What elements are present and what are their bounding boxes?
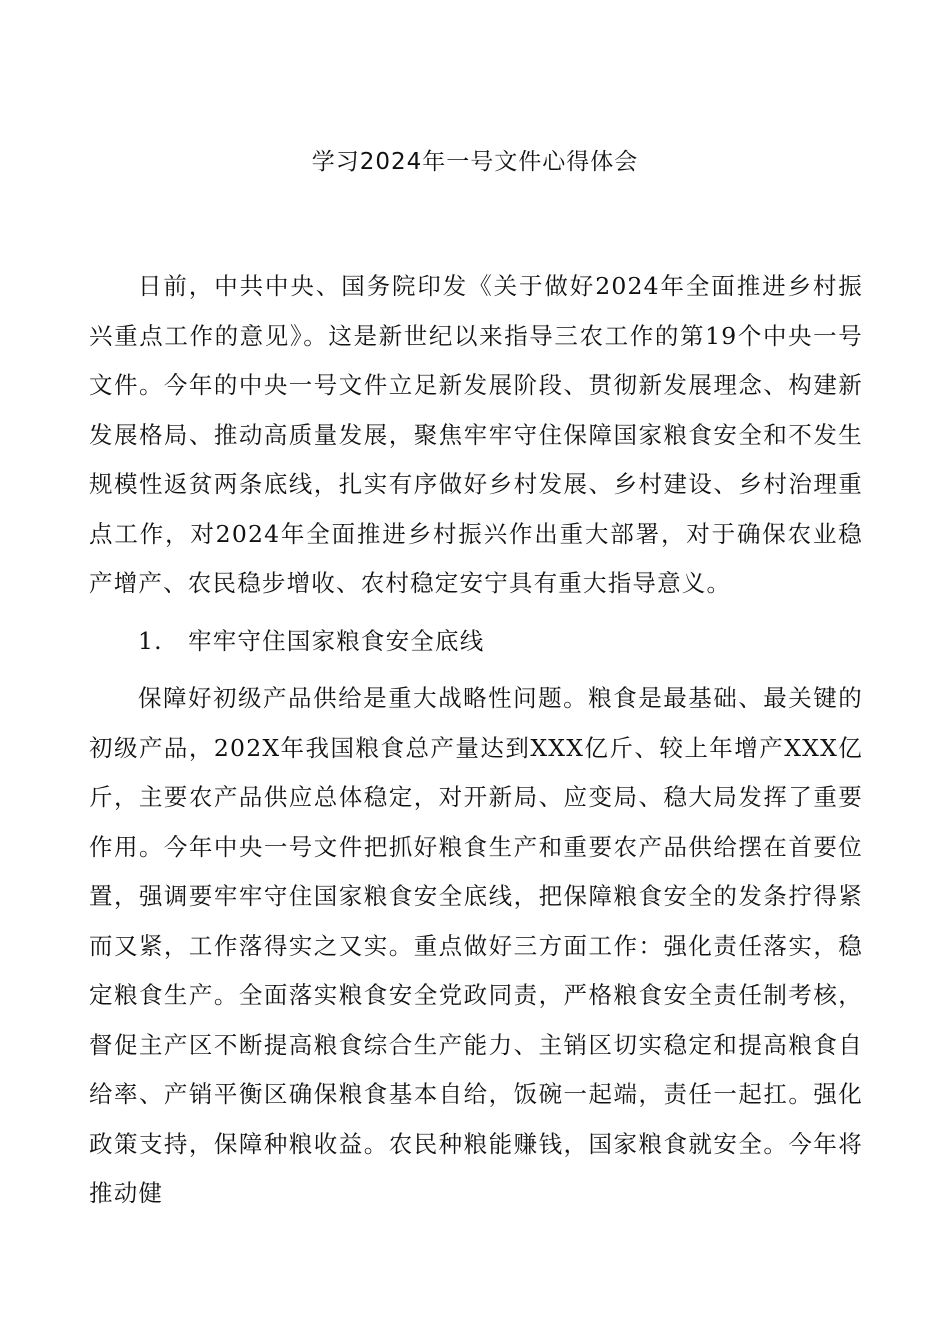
document-body xyxy=(89,262,863,1219)
section-number: 1. xyxy=(138,626,163,655)
paragraph-food-security: 保障好初级产品供给是重大战略性问题。粮食是最基础、最关键的初级产品，202X年我国粮食总产量达到XXX亿斤、较上年增产XXX亿斤，主要农产品供应总体稳定，对开新局、应变局、稳大局发挥了重要作用。今年中央一号文件把抓好粮食生产和重要农产品供给摆在首要位置，强调要牢牢守住国家粮食安全底线，把保障粮食安全的发条拧得紧而又紧，工作落得实之又实。重点做好三方面工作：强化责任落实，稳定粮食生产。全面落实粮食安全党政同责，严格粮食安全责任制考核，督促主产区不断提高粮食综合生产能力、主销区切实稳定和提高粮食自给率、产销平衡区确保粮食基本自给，饭碗一起端，责任一起扛。强化政策支持，保障种粮收益。农民种粮能赚钱，国家粮食就安全。今年将推动健 xyxy=(89,684,863,1207)
section-heading xyxy=(89,617,863,667)
document-title: 学习2024年一号文件心得体会 xyxy=(311,149,639,175)
paragraph-intro: 日前，中共中央、国务院印发《关于做好2024年全面推进乡村振兴重点工作的意见》。这是新世纪以来指导三农工作的第19个中央一号文件。今年的中央一号文件立足新发展阶段、贯彻新发展理念、构建新发展格局、推动高质量发展，聚焦牢牢守住保障国家粮食安全和不发生规模性返贫两条底线，扎实有序做好乡村发展、乡村建设、乡村治理重点工作，对2024年全面推进乡村振兴作出重大部署，对于确保农业稳产增产、农民稳步增收、农村稳定安宁具有重大指导意义。 xyxy=(89,272,863,597)
section-heading-text: 牢牢守住国家粮食安全底线 xyxy=(188,626,485,655)
